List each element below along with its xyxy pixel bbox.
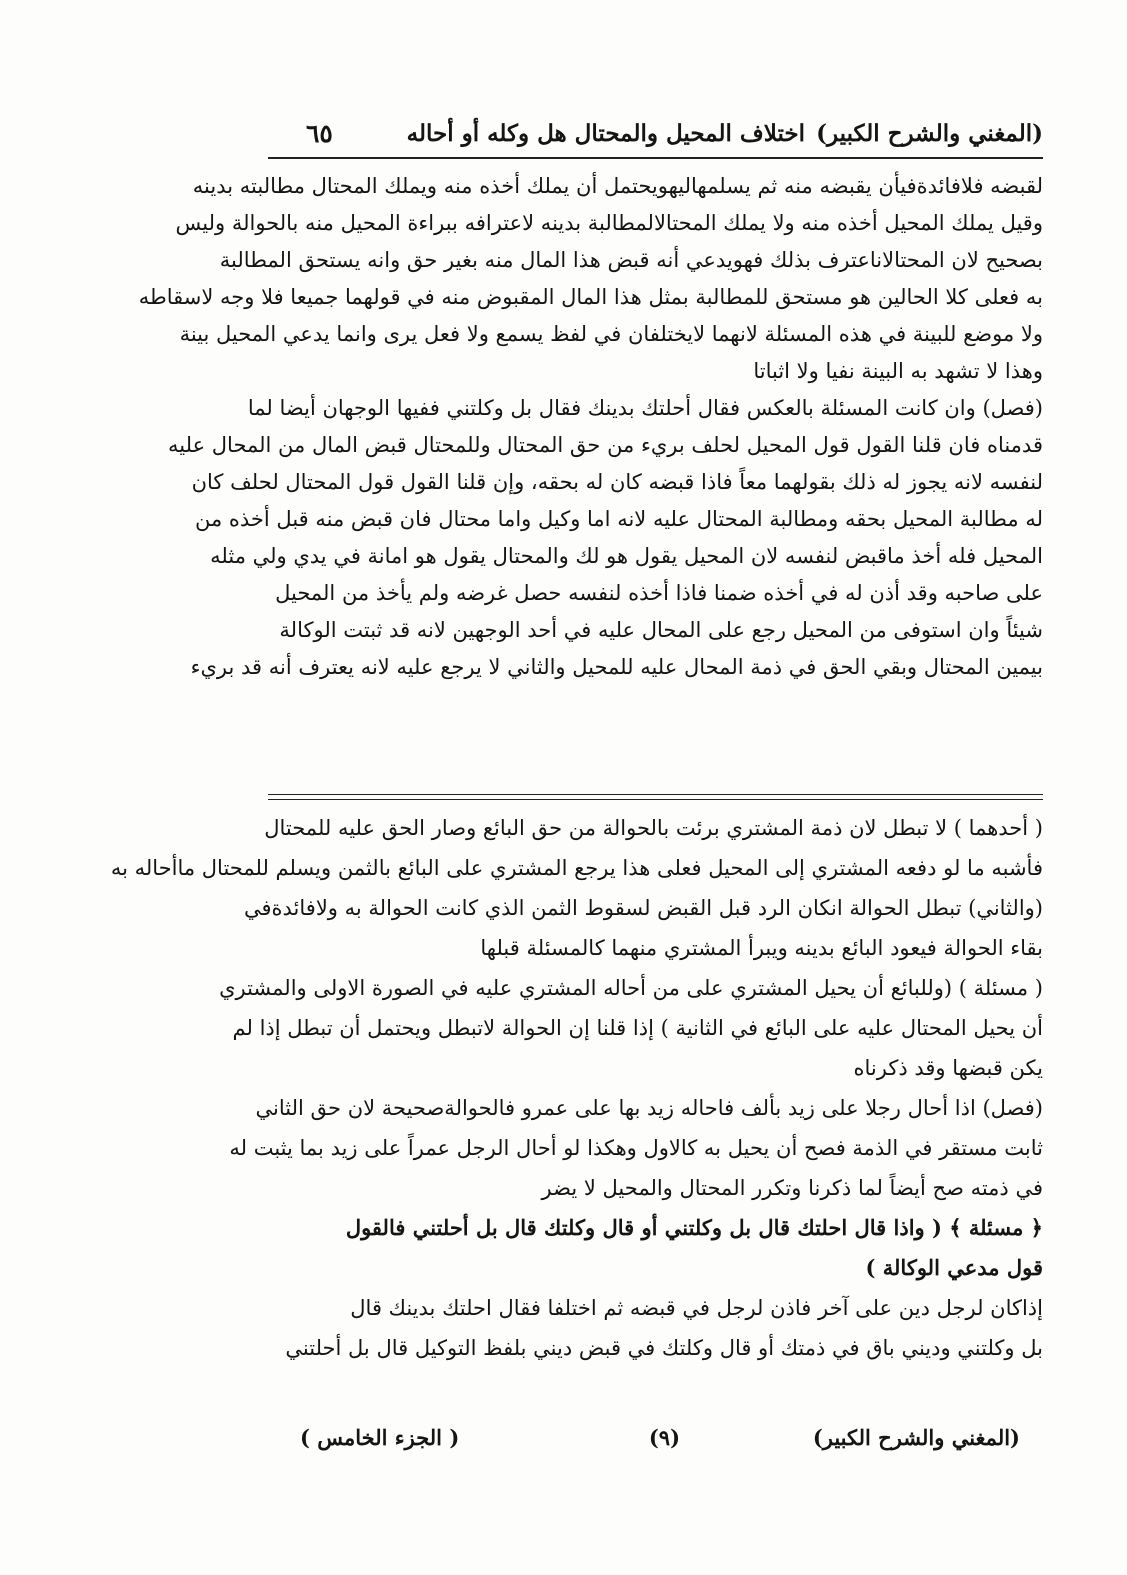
footer-book-title: (المغني والشرح الكبير) xyxy=(812,1425,1020,1450)
commentary-line: فأشبه ما لو دفعه المشتري إلى المحيل فعلى هذا يرجع المشتري على البائع بالثمن ويسلم للمحتال ماأحاله به xyxy=(110,856,1043,880)
volume-part: ( الجزء الخامس ) xyxy=(300,1425,460,1450)
main-line: به فعلى كلا الحالين هو مستحق للمطالبة بمثل هذا المال المقبوض منه في قولهما جميعا فلا وجه لاسقاطه xyxy=(138,285,1043,309)
main-line: بصحيح لان المحتالاناعترف بذلك فهويدعي أنه قبض هذا المال منه بغير حق وانه يستحق المطالبة xyxy=(219,248,1043,272)
commentary-line: ثابت مستقر في الذمة فصح أن يحيل به كالاول وهكذا لو أحال الرجل عمراً على زيد بما يثبت له xyxy=(229,1136,1043,1160)
commentary-text xyxy=(110,808,1043,1368)
main-line: وهذا لا تشهد به البينة نفيا ولا اثباتا xyxy=(753,359,1043,383)
main-line: لنفسه لانه يجوز له ذلك بقولهما معاً فاذا قبضه كان له بحقه، وإن قلنا القول قول المحتال لحلف كان xyxy=(191,470,1043,494)
commentary-paragraph xyxy=(110,808,1043,968)
commentary-line: بل وكلتني وديني باق في ذمتك أو قال وكلتك في قبض ديني بلفظ التوكيل قال بل أحلتني xyxy=(285,1336,1043,1360)
page-number: ٦٥ xyxy=(306,119,333,148)
commentary-line: ﴿ مسئلة ﴾ ( واذا قال احلتك قال بل وكلتني أو قال وكلتك قال بل أحلتني فالقول xyxy=(345,1215,1043,1240)
main-line: على صاحبه وقد أذن له في أخذه ضمنا فاذا أخذه لنفسه حصل غرضه ولم يأخذ من المحيل xyxy=(275,581,1043,605)
commentary-line: إذاكان لرجل دين على آخر فاذن لرجل في قبضه ثم اختلفا فقال احلتك بدينك قال xyxy=(350,1296,1043,1320)
commentary-line: ( مسئلة ) (وللبائع أن يحيل المشتري على من أحاله المشتري عليه في الصورة الاولى والمشتري xyxy=(219,976,1043,1000)
page-footer xyxy=(300,1418,1020,1458)
commentary-line: أن يحيل المحتال عليه على البائع في الثانية ) إذا قلنا إن الحوالة لاتبطل ويحتمل أن تبطل إذا لم xyxy=(232,1016,1043,1040)
main-line: ولا موضع للبينة في هذه المسئلة لانهما لايختلفان في لفظ يسمع ولا فعل يرى وانما يدعي المحيل بينة xyxy=(179,322,1043,346)
main-paragraph xyxy=(168,390,1043,686)
commentary-line: قول مدعي الوكالة ) xyxy=(865,1255,1043,1280)
main-line: وقيل يملك المحيل أخذه منه ولا يملك المحتالالمطالبة بدينه لاعترافه ببراءة المحيل منه بالحوالة وليس xyxy=(175,211,1043,235)
main-line: المحيل فله أخذ ماقبض لنفسه لان المحيل يقول هو لك والمحتال يقول هو امانة في يدي ولي مثله xyxy=(210,544,1043,568)
commentary-line: يكن قبضها وقد ذكرناه xyxy=(853,1056,1043,1080)
main-line: (فصل) وان كانت المسئلة بالعكس فقال أحلتك بدينك فقال بل وكلتني ففيها الوجهان أيضا لما xyxy=(247,396,1043,420)
header-book-title: (المغني والشرح الكبير) xyxy=(816,120,1043,147)
main-line: شيئاً وان استوفى من المحيل رجع على المحال عليه في أحد الوجهين لانه قد ثبتت الوكالة xyxy=(279,618,1043,642)
main-line: قدمناه فان قلنا القول قول المحيل لحلف بريء من حق المحتال وللمحتال قبض المال من المحال عليه xyxy=(168,433,1043,457)
header-rule xyxy=(268,157,1043,159)
commentary-line: (فصل) اذا أحال رجلا على زيد بألف فاحاله زيد بها على عمرو فالحوالةصحيحة لان حق الثاني xyxy=(255,1096,1043,1120)
main-line: بيمين المحتال وبقي الحق في ذمة المحال عليه للمحيل والثاني لا يرجع عليه لانه يعترف أنه قد بريء xyxy=(190,655,1043,679)
commentary-paragraph xyxy=(229,1088,1043,1208)
main-line: له مطالبة المحيل بحقه ومطالبة المحتال عليه لانه اما وكيل واما محتال فان قبض منه قبل أخذه من xyxy=(195,507,1043,531)
commentary-line: (والثاني) تبطل الحوالة انكان الرد قبل القبض لسقوط الثمن الذي كانت الحوالة به ولافائدةفي xyxy=(243,896,1043,920)
footnote-separator xyxy=(268,794,1043,800)
commentary-paragraph xyxy=(268,1288,1043,1368)
main-text xyxy=(138,168,1043,686)
commentary-paragraph xyxy=(219,968,1043,1088)
commentary-line: بقاء الحوالة فيعود البائع بدينه ويبرأ المشتري منهما كالمسئلة قبلها xyxy=(480,936,1043,960)
commentary-line: في ذمته صح أيضاً لما ذكرنا وتكرر المحتال والمحيل لا يضر xyxy=(541,1176,1043,1200)
main-paragraph xyxy=(138,168,1043,390)
signature-mark: (٩) xyxy=(648,1425,680,1450)
header-chapter-title: اختلاف المحيل والمحتال هل وكله أو أحاله xyxy=(406,120,805,147)
commentary-paragraph xyxy=(268,1208,1043,1288)
running-header xyxy=(268,114,1043,154)
commentary-line: ( أحدهما ) لا تبطل لان ذمة المشتري برئت بالحوالة من حق البائع وصار الحق عليه للمحتال xyxy=(264,816,1043,840)
main-line: لقبضه فلافائدةفيأن يقبضه منه ثم يسلمهاليهويحتمل أن يملك أخذه منه ويملك المحتال مطالبته بدينه xyxy=(192,174,1043,198)
